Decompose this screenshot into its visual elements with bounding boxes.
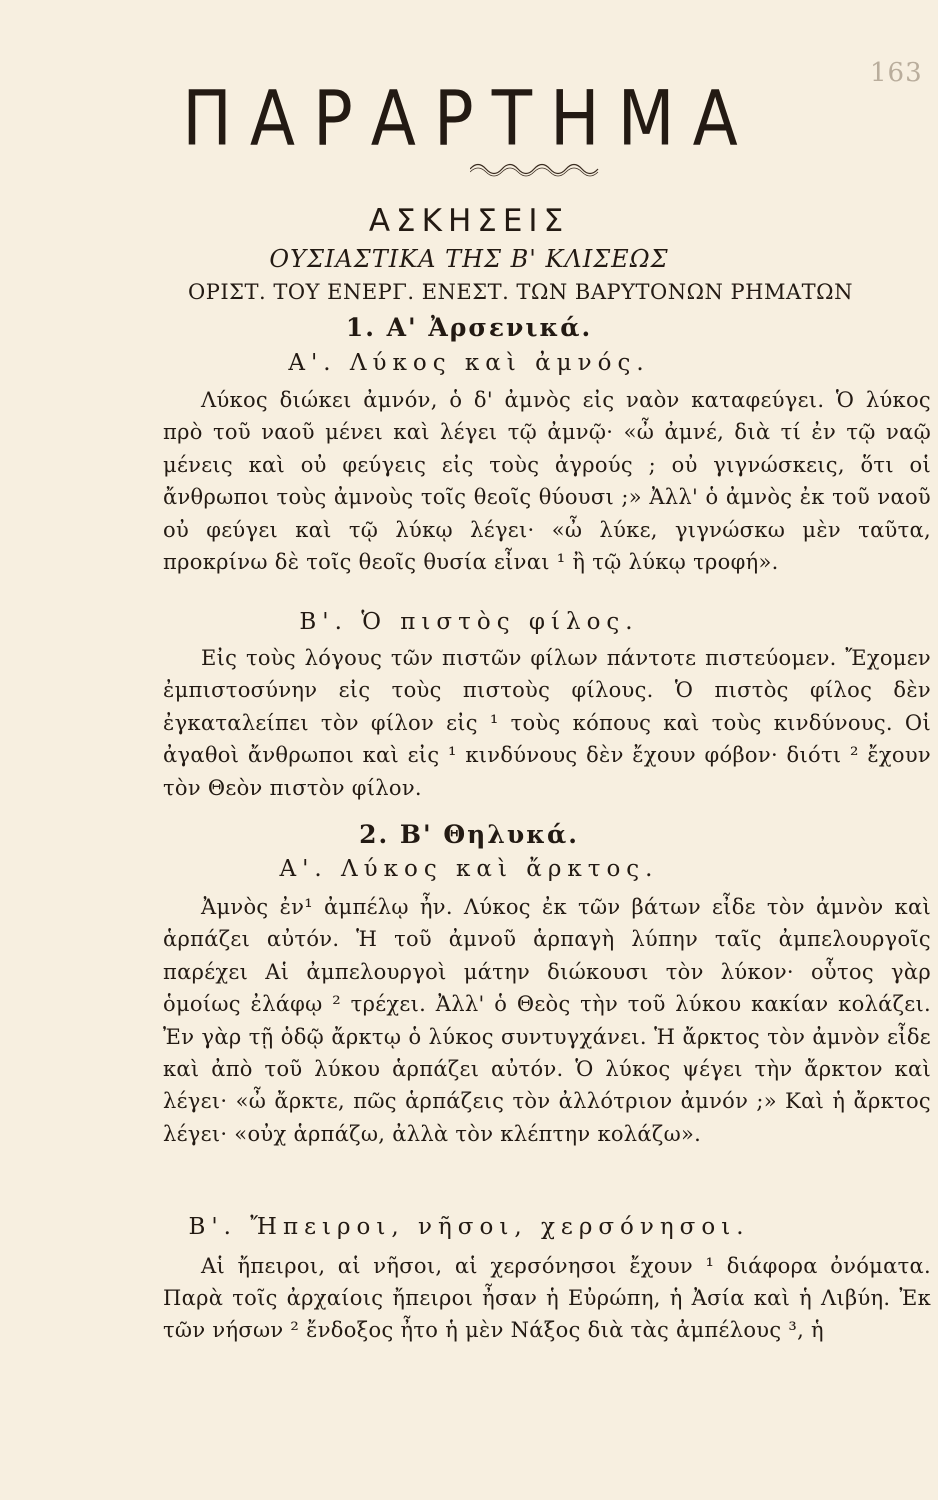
reading-text-faithful-friend: Εἰς τοὺς λόγους τῶν πιστῶν φίλων πάντοτε πιστεύομεν. Ἔχομεν ἐμπιστοσύνην εἰς τοὺς πιστοὺς φίλους. Ὁ πιστὸς φίλος δὲν ἐγκαταλείπει τὸν φίλον εἰς ¹ τοὺς κόπους καὶ τοὺς κινδύνους. Οἱ ἀγαθοὶ ἄνθρωποι καὶ εἰς ¹ κινδύνους δὲν ἔχουν φόβον· διότι ² ἔχουν τὸν Θεὸν πιστὸν φίλον. [163, 646, 931, 800]
reading-title-wolf-and-bear: Α'. Λύκος καὶ ἄρκτος. [279, 856, 659, 882]
reading-title-faithful-friend: Β'. Ὁ πιστὸς φίλος. [299, 609, 639, 635]
verbs-heading: ΟΡΙΣΤ. ΤΟΥ ΕΝΕΡΓ. ΕΝΕΣΤ. ΤΩΝ ΒΑΡΥΤΟΝΩΝ ΡΗΜΑΤΩΝ [188, 280, 853, 304]
reading-title-continents: Β'. Ἤπειροι, νῆσοι, χερσόνησοι. [188, 1214, 750, 1240]
reading-text-continents: Αἱ ἤπειροι, αἱ νῆσοι, αἱ χερσόνησοι ἔχουν ¹ διάφορα ὀνόματα. Παρὰ τοῖς ἀρχαίοις ἤπειροι ἦσαν ἡ Εὐρώπη, ἡ Ἀσία καὶ ἡ Λιβύη. Ἐκ τῶν νήσων ² ἔνδοξος ἦτο ἡ μὲν Νάξος διὰ τὰς ἀμπέλους ³, ἡ [163, 1254, 931, 1342]
section-heading-masculine: 1. Α' Ἀρσενικά. [345, 313, 593, 342]
reading-title-wolf-and-lamb: Α'. Λύκος καὶ ἀμνός. [288, 350, 650, 376]
page-number: 163 [870, 58, 923, 88]
exercises-heading: ΑΣΚΗΣΕΙΣ [368, 203, 570, 239]
reading-text-wolf-and-lamb: Λύκος διώκει ἀμνόν, ὁ δ' ἀμνὸς εἰς ναὸν καταφεύγει. Ὁ λύκος πρὸ τοῦ ναοῦ μένει καὶ λέγει τῷ ἀμνῷ· «ὦ ἀμνέ, διὰ τί ἐν τῷ ναῷ μένεις καὶ οὐ φεύγεις εἰς τοὺς ἀγρούς ; οὐ γιγνώσκεις, ὅτι οἱ ἄνθρωποι τοὺς ἀμνοὺς τοῖς θεοῖς θύουσι ;» Ἀλλ' ὁ ἀμνὸς ἐκ τοῦ ναοῦ οὐ φεύγει καὶ τῷ λύκῳ λέγει· «ὦ λύκε, γιγνώσκω μὲν ταῦτα, προκρίνω δὲ τοῖς θεοῖς θυσία εἶναι ¹ ἢ τῷ λύκῳ τροφή». [163, 388, 931, 575]
reading-text-wolf-and-bear: Ἀμνὸς ἐν¹ ἀμπέλῳ ἦν. Λύκος ἐκ τῶν βάτων εἶδε τὸν ἀμνὸν καὶ ἁρπάζει αὐτόν. Ἡ τοῦ ἀμνοῦ ἁρπαγὴ λύπην ταῖς ἀμπελουργοῖς παρέχει Αἱ ἀμπελουργοὶ μάτην διώκουσι τὸν λύκον· οὗτος γὰρ ὁμοίως ἐλάφῳ ² τρέχει. Ἀλλ' ὁ Θεὸς τὴν τοῦ λύκου κακίαν κολάζει. Ἐν γὰρ τῇ ὁδῷ ἄρκτῳ ὁ λύκος συντυγχάνει. Ἡ ἄρκτος τὸν ἀμνὸν εἶδε καὶ ἀπὸ τοῦ λύκου ἁρπάζει αὐτόν. Ὁ λύκος ψέγει τὴν ἄρκτον καὶ λέγει· «ὦ ἄρκτε, πῶς ἁρπάζεις τὸν ἀλλότριον ἀμνόν ;» Καὶ ἡ ἄρκτος λέγει· «οὐχ ἁρπάζω, ἀλλὰ τὸν κλέπτην κολάζω». [163, 895, 931, 1146]
section-heading-feminine: 2. Β' Θηλυκά. [359, 820, 579, 849]
decorative-flourish [470, 160, 600, 178]
appendix-title: ΠΑΡΑΡΤΗΜΑ [182, 74, 756, 163]
nouns-heading: ΟΥΣΙΑΣΤΙΚΑ ΤΗΣ Β' ΚΛΙΣΕΩΣ [269, 245, 669, 273]
